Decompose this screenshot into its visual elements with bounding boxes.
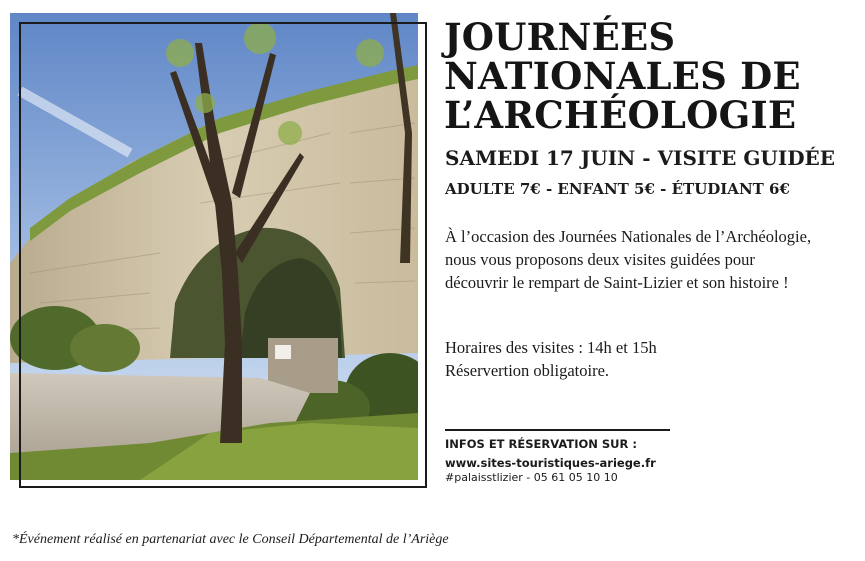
title-line: L’ARCHÉOLOGIE: [444, 93, 797, 137]
event-description: À l’occasion des Journées Nationales de l’Archéologie, nous vous proposons deux visites guidées pour découvrir le rempart de Saint-Lizier et son histoire !: [445, 227, 812, 292]
event-date-subtitle: SAMEDI 17 JUIN - VISITE GUIDÉE: [445, 146, 836, 170]
info-reservation-label: INFOS ET RÉSERVATION SUR :: [445, 437, 637, 451]
contact-info: #palaisstlizier - 05 61 05 10 10: [445, 471, 618, 484]
rampart-photo: [10, 13, 418, 480]
visit-hours: [445, 336, 815, 382]
title-line: NATIONALES DE: [444, 54, 801, 98]
info-divider: [445, 429, 670, 431]
website-link[interactable]: www.sites-touristiques-ariege.fr: [445, 456, 656, 470]
title-line: JOURNÉES: [444, 15, 676, 59]
partnership-footnote: *Événement réalisé en partenariat avec le Conseil Départemental de l’Ariège: [12, 532, 449, 547]
visit-hours-text: Horaires des visites : 14h et 15h: [445, 338, 657, 357]
event-title: [444, 15, 801, 137]
ticket-prices: ADULTE 7€ - ENFANT 5€ - ÉTUDIANT 6€: [445, 180, 790, 198]
reservation-note: Réservertion obligatoire.: [445, 361, 610, 380]
rampart-photo-illustration: [10, 13, 418, 480]
